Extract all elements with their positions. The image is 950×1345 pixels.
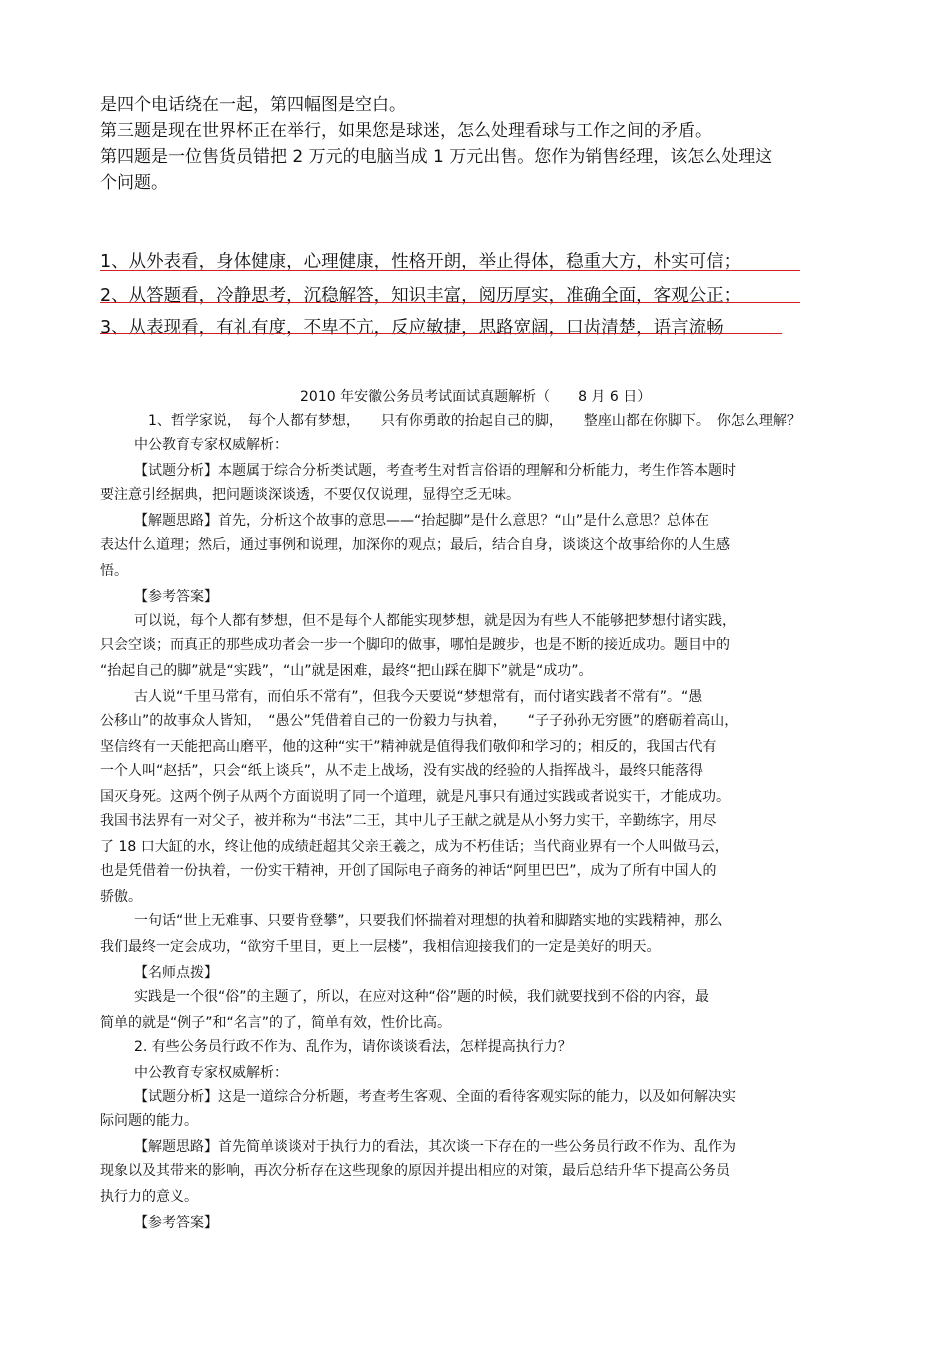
intro-line-2: 第三题是现在世界杯正在举行，如果您是球迷，怎么处理看球与工作之间的矛盾。 xyxy=(100,121,712,141)
article-line: 只会空谈；而真正的那些成功者会一步一个脚印的做事，哪怕是踱步，也是不断的接近成功。题目中的 xyxy=(100,637,730,653)
article-line: 【试题分析】这是一道综合分析题，考查考生客观、全面的看待客观实际的能力，以及如何解决实 xyxy=(134,1089,736,1105)
article-line: 【参考答案】 xyxy=(134,589,218,605)
article-line: “抬起自己的脚”就是“实践”，“山”就是困难，最终“把山踩在脚下”就是“成功”。 xyxy=(100,663,593,679)
criteria-underline-3 xyxy=(100,333,782,334)
article-line: 可以说，每个人都有梦想，但不是每个人都能实现梦想，就是因为有些人不能够把梦想付诸实践， xyxy=(134,613,736,629)
article-line: 现象以及其带来的影响，再次分析存在这些现象的原因并提出相应的对策，最后总结升华下提高公务员 xyxy=(100,1163,730,1179)
article-line: 我国书法界有一对父子，被并称为“书法”二王，其中儿子王献之就是从小努力实干，辛勤练字，用尽 xyxy=(100,813,717,829)
article-line: 【解题思路】首先简单谈谈对于执行力的看法，其次谈一下存在的一些公务员行政不作为、乱作为 xyxy=(134,1139,736,1155)
article-line: 了 18 口大缸的水，终让他的成绩赶超其父亲王羲之，成为不朽佳话；当代商业界有一个人叫做马云， xyxy=(100,839,729,855)
article-line: 【参考答案】 xyxy=(134,1215,218,1231)
article-line: 2. 有些公务员行政不作为、乱作为，请你谈谈看法，怎样提高执行力？ xyxy=(134,1039,572,1055)
article-line: 际问题的能力。 xyxy=(100,1113,198,1129)
article-line: 中公教育专家权威解析： xyxy=(134,1065,288,1081)
article-line: 要注意引经据典，把问题谈深谈透，不要仅仅说理，显得空乏无味。 xyxy=(100,487,520,503)
article-line: 骄傲。 xyxy=(100,889,142,905)
article-line: 执行力的意义。 xyxy=(100,1189,198,1205)
article-line: 1、哲学家说， 每个人都有梦想， 只有你勇敢的抬起自己的脚， 整座山都在你脚下。 你怎么理解？ xyxy=(148,413,801,429)
article-line: 悟。 xyxy=(100,563,128,579)
criteria-item-3: 3、从表现看，有礼有度，不卑不亢，反应敏捷，思路宽阔，口齿清楚，语言流畅 xyxy=(100,318,724,338)
criteria-underline-1 xyxy=(100,270,800,271)
article-line: 坚信终有一天能把高山磨平，他的这种“实干”精神就是值得我们敬仰和学习的；相反的，我国古代有 xyxy=(100,739,717,755)
article-line: 一个人叫“赵括”，只会“纸上谈兵”，从不走上战场，没有实战的经验的人指挥战斗，最终只能落得 xyxy=(100,763,704,779)
criteria-item-2: 2、从答题看，冷静思考，沉稳解答，知识丰富，阅历厚实，准确全面，客观公正； xyxy=(100,286,742,306)
criteria-underline-2 xyxy=(100,302,800,303)
article-line: 我们最终一定会成功，“欲穷千里目，更上一层楼”，我相信迎接我们的一定是美好的明天。 xyxy=(100,939,661,955)
article-title: 2010 年安徽公务员考试面试真题解析（ 8 月 6 日） xyxy=(300,389,652,405)
intro-line-3: 第四题是一位售货员错把 2 万元的电脑当成 1 万元出售。您作为销售经理，该怎么处理这 xyxy=(100,147,773,167)
intro-line-1: 是四个电话绕在一起，第四幅图是空白。 xyxy=(100,95,406,115)
intro-line-4: 个问题。 xyxy=(100,173,168,193)
article-line: 【解题思路】首先，分析这个故事的意思——“抬起脚”是什么意思？“山”是什么意思？总体在 xyxy=(134,513,710,529)
article-line: 国灭身死。这两个例子从两个方面说明了同一个道理，就是凡事只有通过实践或者说实干，才能成功。 xyxy=(100,789,730,805)
article-line: 【试题分析】本题属于综合分析类试题，考查考生对哲言俗语的理解和分析能力，考生作答本题时 xyxy=(134,463,736,479)
criteria-item-1: 1、从外表看，身体健康，心理健康，性格开朗，举止得体，稳重大方，朴实可信； xyxy=(100,252,742,272)
article-line: 简单的就是“例子”和“名言”的了，简单有效，性价比高。 xyxy=(100,1015,452,1031)
article-line: 【名师点拨】 xyxy=(134,965,218,981)
article-line: 一句话“世上无难事、只要肯登攀”，只要我们怀揣着对理想的执着和脚踏实地的实践精神，那么 xyxy=(134,913,723,929)
article-line: 古人说“千里马常有，而伯乐不常有”，但我今天要说“梦想常有，而付诸实践者不常有”。“愚 xyxy=(134,689,703,705)
article-line: 表达什么道理；然后，通过事例和说理，加深你的观点；最后，结合自身，谈谈这个故事给你的人生感 xyxy=(100,537,730,553)
article-line: 也是凭借着一份执着，一份实干精神，开创了国际电子商务的神话“阿里巴巴”，成为了所有中国人的 xyxy=(100,863,717,879)
article-line: 实践是一个很“俗”的主题了，所以，在应对这种“俗”题的时候，我们就要找到不俗的内容，最 xyxy=(134,989,710,1005)
article-line: 中公教育专家权威解析： xyxy=(134,437,288,453)
article-line: 公移山”的故事众人皆知， “愚公”凭借着自己的一份毅力与执着， “子子孙孙无穷匮”的磨砺着高山， xyxy=(100,713,739,729)
